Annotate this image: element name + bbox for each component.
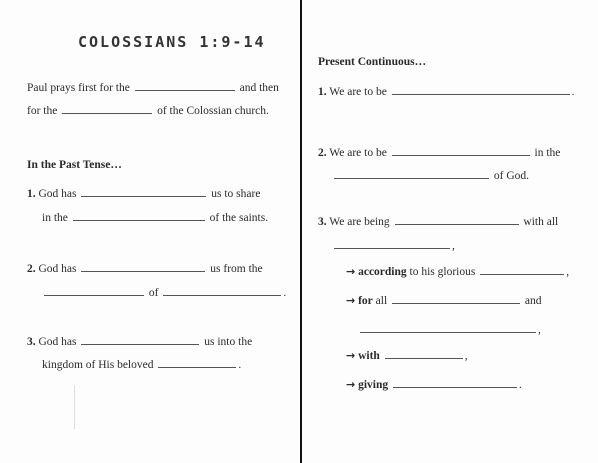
item-text: , [566,266,570,278]
item-text: , [452,240,455,252]
fill-blank[interactable] [163,285,281,296]
item-number: 3. [318,216,327,228]
fill-blank[interactable] [395,214,519,225]
past-item-2-line-1 [27,261,263,276]
item-text: of God. [493,170,530,182]
item-text: kingdom of His beloved [42,359,154,371]
arrow-right-icon: → [346,265,356,278]
item-text: in the [534,147,561,159]
item-text: God has [38,336,77,348]
item-text: in the [42,212,68,224]
item-text: We are to be [329,86,387,98]
item-text: , [464,350,468,362]
sub-item-keyword: according [358,266,407,278]
item-text: us to share [211,188,261,200]
intro-text: for the [27,105,58,117]
present-item-1 [318,84,575,99]
scan-mark [74,385,75,429]
arrow-right-icon: → [346,349,356,362]
item-text: , [538,324,541,336]
fill-blank[interactable] [480,264,564,275]
fill-blank[interactable] [334,238,450,249]
item-text: and [524,295,542,307]
item-text: of the saints. [209,212,269,224]
fill-blank[interactable] [334,168,489,179]
fill-blank[interactable] [392,84,570,95]
column-divider [300,0,302,463]
fill-blank[interactable] [360,322,536,333]
fill-blank[interactable] [81,186,206,197]
fill-blank[interactable] [393,377,517,388]
item-text: of [148,287,159,299]
item-text: with all [523,216,559,228]
present-item-2-line-1 [318,145,560,160]
sub-item-giving [346,377,522,392]
fill-blank[interactable] [62,103,152,114]
item-text: We are being [329,216,390,228]
sub-item-with [346,348,468,363]
item-text: . [571,86,575,98]
fill-blank[interactable] [392,145,530,156]
item-text: We are to be [329,147,387,159]
fill-blank[interactable] [73,210,205,221]
item-text: . [519,379,522,391]
fill-blank[interactable] [44,285,144,296]
item-number: 2. [318,147,327,159]
item-text: all [375,295,388,307]
item-text: to his glorious [409,266,476,278]
item-number: 1. [318,86,327,98]
past-item-1-line-1 [27,186,260,201]
fill-blank[interactable] [158,357,236,368]
item-number: 1. [27,188,36,200]
item-number: 3. [27,336,36,348]
sub-item-keyword: for [358,295,373,307]
item-number: 2. [27,263,36,275]
past-item-3-line-2 [42,357,241,372]
intro-text: and then [239,82,279,94]
past-tense-heading: In the Past Tense… [27,159,122,171]
sub-item-keyword: giving [358,379,389,391]
page-title: COLOSSIANS 1:9-14 [78,33,266,51]
arrow-right-icon: → [346,378,356,391]
fill-blank[interactable] [392,293,520,304]
sub-item-keyword: with [358,350,380,362]
sub-item-according [346,264,569,279]
intro-line-2 [27,103,269,118]
fill-blank[interactable] [385,348,463,359]
present-item-3-line-2 [332,238,455,253]
intro-line-1 [27,80,279,95]
item-text: God has [38,188,77,200]
fill-blank[interactable] [135,80,235,91]
past-item-3-line-1 [27,334,252,349]
item-text: us into the [204,336,253,348]
intro-text: Paul prays first for the [27,82,130,94]
sub-item-for-line-2 [358,322,541,337]
fill-blank[interactable] [81,334,199,345]
present-item-3-line-1 [318,214,558,229]
past-item-2-line-2 [42,285,286,300]
arrow-right-icon: → [346,294,356,307]
present-continuous-heading: Present Continuous… [318,56,427,68]
intro-text: of the Colossian church. [157,105,269,117]
sub-item-for [346,293,542,308]
present-item-2-line-2 [332,168,529,183]
item-text: us from the [210,263,263,275]
item-text: God has [38,263,77,275]
past-item-1-line-2 [42,210,268,225]
fill-blank[interactable] [81,261,205,272]
item-text: . [283,287,287,299]
item-text: . [238,359,242,371]
